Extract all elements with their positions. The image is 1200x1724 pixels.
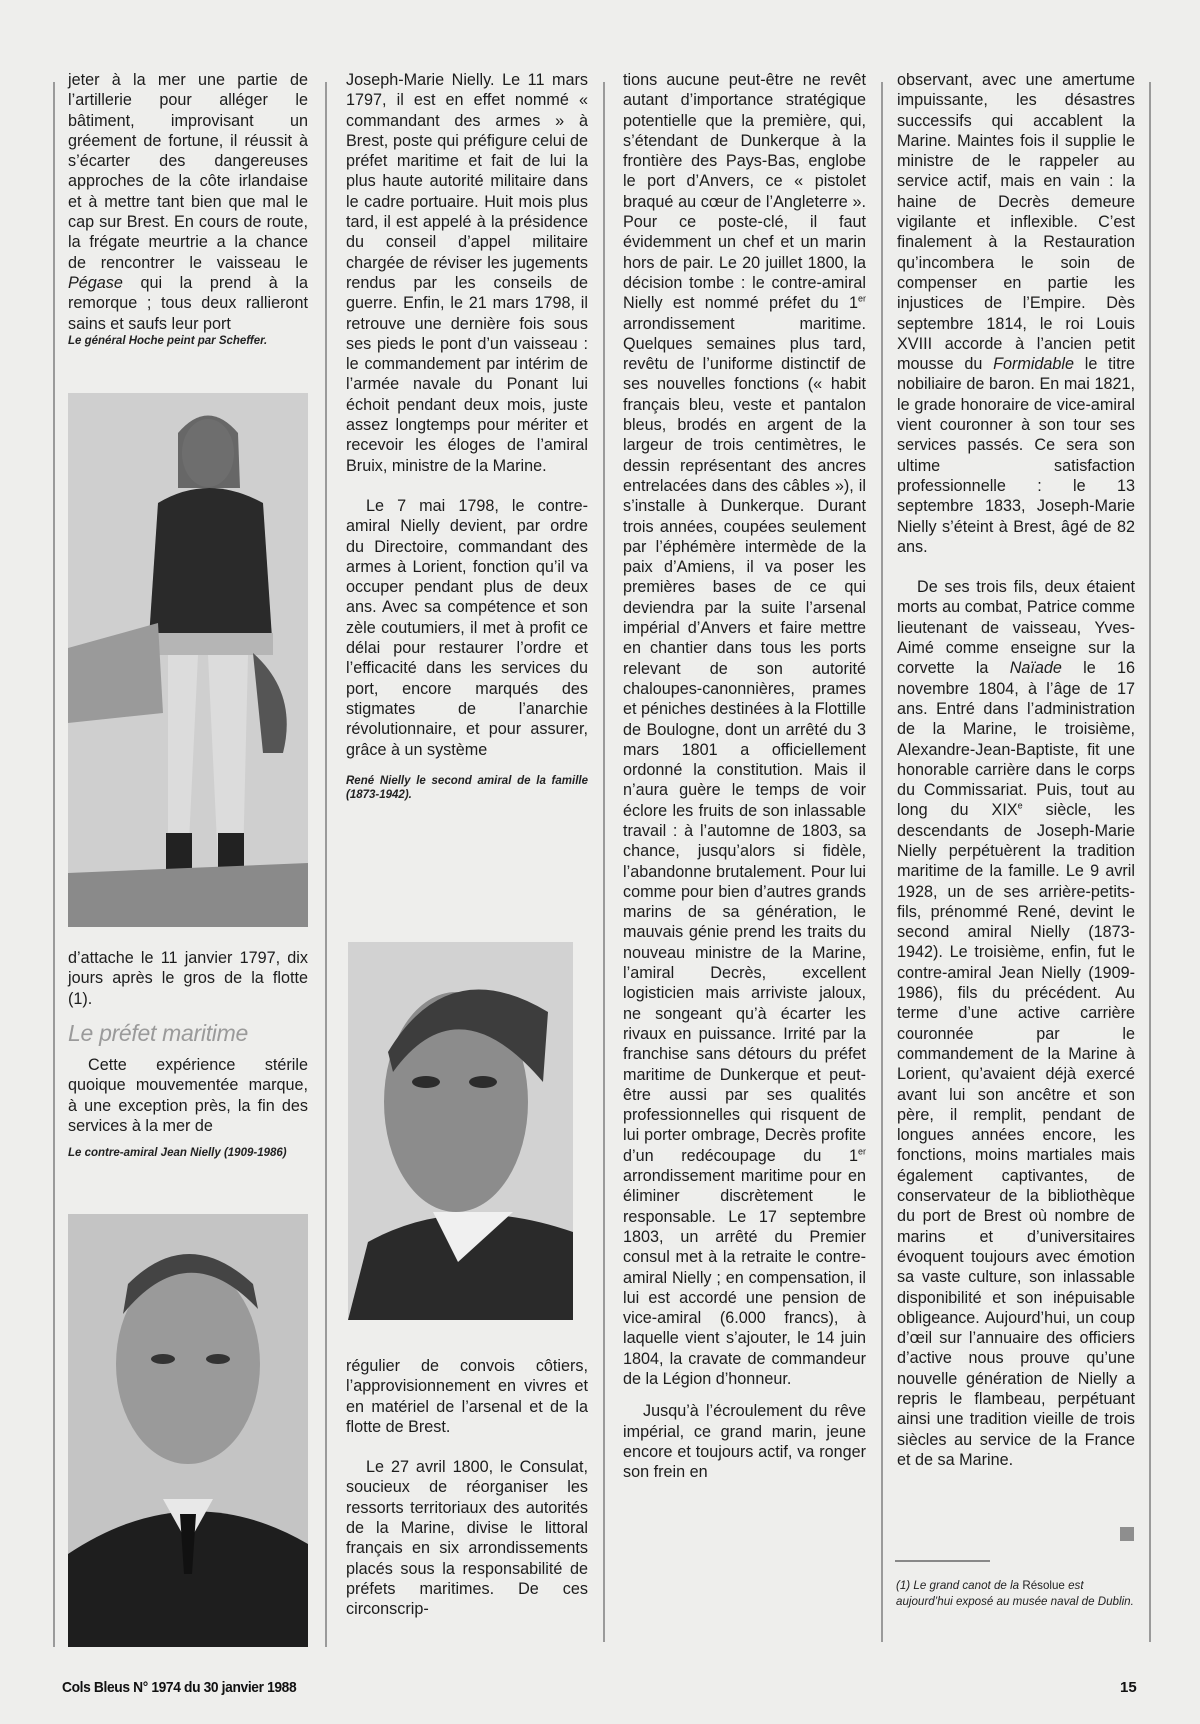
image-caption-jean-nielly: Le contre-amiral Jean Nielly (1909-1986): [68, 1147, 287, 1160]
jean-nielly-portrait-image: [68, 1214, 308, 1647]
body-paragraph: d’attache le 11 janvier 1797, dix jours après le gros de la flotte (1).: [68, 949, 308, 1008]
body-paragraph: observant, avec une amertume impuissante, les désastres successifs qui accablent la Marine. Maintes fois il supplie le ministre de le rappeler au service actif, mais en vain : la haine de Decrès demeure vigilante et inflexible. C’est finalement à la Restauration qu’incombera le soin de compenser en partie les injustices de l’Empire. Dès septembre 1814, le roi Louis XVIII accorde à l’ancien petit mousse du Formidable le titre nobiliaire de baron. En mai 1821, le grade honoraire de vice-amiral vient couronner à son tour ses services passés. Ce sera son ultime satisfaction professionnelle : le 13 septembre 1833, Joseph-Marie Nielly s’éteint à Brest, âgé de 82 ans.: [897, 71, 1135, 556]
column-2-continued: [346, 1356, 588, 1620]
body-paragraph: De ses trois fils, deux étaient morts au combat, Patrice comme lieutenant de vaisseau, Yves-Aimé comme enseigne sur la corvette la Naïade le 16 novembre 1804, à l’âge de 17 ans. Entré dans l’administration de la Marine, le troisième, Alexandre-Jean-Baptiste, fit une honorable carrière dans le corps du Commissariat. Puis, tout au long du XIXe siècle, les descendants de Joseph-Marie Nielly perpétuèrent la tradition maritime de la famille. Le 9 avril 1928, un de ses arrière-petits-fils, prénommé René, devint le second amiral Nielly (1873-1942). Le troisième, enfin, fut le contre-amiral Jean Nielly (1909-1986), fils du précédent. Au terme d’une active carrière couronnée par le commandement de la Marine à Lorient, qu’avaient déjà exercé avant lui son ancêtre et son père, il remplit, pendant de longues années encore, les fonctions, moins martiales mais également captivantes, de conservateur de la bibliothèque du port de Brest où nombre de marins et d’universitaires évoquent toujours avec émotion sa vaste culture, son inlassable disponibilité et son inépuisable obligeance. Aujourd’hui, un coup d’œil sur l’annuaire des officiers d’active nous prouve qu’une nouvelle génération de Nielly a repris le flambeau, perpétuant ainsi une tradition vieille de trois siècles au service de la France et de sa Marine.: [897, 578, 1136, 1469]
footnote-divider: [895, 1560, 990, 1562]
footnote: (1) Le grand canot de la Résolue est aujourd’hui exposé au musée naval de Dublin.: [896, 1579, 1134, 1608]
column-1-continued: [68, 948, 308, 1160]
column-2: [346, 70, 588, 802]
column-3: [623, 70, 866, 1482]
body-paragraph: régulier de convois côtiers, l’approvisionnement en vivres et en matériel de l’arsenal et de la flotte de Brest.: [346, 1357, 588, 1436]
column-divider: [603, 82, 605, 1642]
column-1: [68, 70, 308, 348]
body-paragraph: Jusqu’à l’écroulement du rêve impérial, ce grand marin, jeune encore et toujours actif, va ronger son frein en: [623, 1402, 866, 1482]
body-paragraph: Le 27 avril 1800, le Consulat, soucieux de réorganiser les ressorts territoriaux des autorités de la Marine, divise le littoral français en six arrondissements placés sous la responsabilité de préfets maritimes. De ces circonscrip-: [346, 1458, 588, 1619]
image-caption-hoche: Le général Hoche peint par Scheffer.: [68, 334, 268, 347]
column-divider: [881, 82, 883, 1642]
column-divider: [53, 82, 55, 1647]
publication-footer: Cols Bleus N° 1974 du 30 janvier 1988: [62, 1679, 297, 1696]
hoche-portrait-image: [68, 393, 308, 927]
article-end-mark: [1120, 1527, 1134, 1541]
body-paragraph: tions aucune peut-être ne revêt autant d’importance stratégique potentielle que la première, qui, s’étendant de Dunkerque à la frontière des Pays-Bas, englobe le port d’Anvers, ce « pistolet braqué au cœur de l’Angleterre ». Pour ce poste-clé, il faut évidemment un chef et un marin hors de pair. Le 20 juillet 1800, la décision tombe : le contre-amiral Nielly est nommé préfet du 1er arrondissement maritime. Quelques semaines plus tard, revêtu de l’uniforme distinctif de ses nouvelles fonctions (« habit français bleu, veste et pantalon bleus, brodés en argent de la largeur de trois centimètres, le dessin représentant des ancres entrelacées dans des câbles »), il s’installe à Dunkerque. Durant trois années, coupées seulement par l’éphémère intermède de la paix d’Amiens, il va poser les premières bases de ce qui deviendra par la suite l’arsenal impérial d’Anvers et faire mettre en chantier dans tous les ports relevant de son autorité chaloupes-canonnières, prames et péniches destinées à la Flottille de Boulogne, dont un arrêté du 3 mars 1801 a officiellement ordonné la constitution. Mais il n’aura guère le temps de voir éclore les fruits de son inlassable travail : à l’automne de 1803, sa chance, jusqu’alors si fidèle, l’abandonne brutalement. Pour lui comme pour bien d’autres grands marins de sa génération, le mauvais génie prend les traits du nouveau ministre de la Marine, l’amiral Decrès, excellent logisticien mais arriviste jaloux, ne songeant qu’à écarter les rivaux en puissance. Irrité par la franchise sans détours du préfet maritime de Dunkerque et peut-être aussi par ses qualités professionnelles qui risquent de lui porter ombrage, Decrès profite d’un redécoupage du 1er arrondissement maritime pour en éliminer discrètement le responsable. Le 17 septembre 1803, un arrêté du Premier consul met à la retraite le contre-amiral Nielly ; en compensation, il lui est accordé une pension de vice-amiral (6.000 francs), à laquelle vient s’ajouter, le 14 juin 1804, la cravate de commandeur de la Légion d’honneur.: [623, 71, 866, 1388]
page-number: 15: [1120, 1679, 1137, 1696]
rene-nielly-portrait-image: [348, 942, 573, 1320]
image-caption-rene-nielly: René Nielly le second amiral de la famille (1873-1942).: [346, 774, 588, 801]
body-paragraph: Joseph-Marie Nielly. Le 11 mars 1797, il est en effet nommé « commandant des armes » à Brest, poste qui préfigure celui de préfet maritime et fait de lui la plus haute autorité militaire dans le cadre portuaire. Huit mois plus tard, il est appelé à la présidence du conseil d’appel militaire chargée de réviser les jugements rendus par les conseils de guerre. Enfin, le 21 mars 1798, il retrouve une dernière fois sous ses pieds le pont d’un vaisseau : le commandement par intérim de l’armée navale du Ponant lui échoit pendant deux mois, juste assez longtemps pour mériter et recevoir les éloges de l’amiral Bruix, ministre de la Marine.: [346, 71, 588, 475]
column-divider: [1149, 82, 1151, 1642]
body-paragraph: Cette expérience stérile quoique mouvementée marque, à une exception près, la fin des services à la mer de: [68, 1056, 308, 1136]
column-4: [897, 70, 1135, 1470]
body-paragraph: jeter à la mer une partie de l’artillerie pour alléger le bâtiment, improvisant un gréement de fortune, il réussit à s’écarter des dangereuses approches de la côte irlandaise et à mettre tant bien que mal le cap sur Brest. En cours de route, la frégate meurtrie a la chance de rencontrer le vaisseau le Pégase qui la prend à la remorque ; tous deux rallieront sains et saufs leur port: [68, 71, 308, 333]
section-heading: Le préfet maritime: [68, 1019, 248, 1046]
column-divider: [325, 82, 327, 1647]
body-paragraph: Le 7 mai 1798, le contre-amiral Nielly devient, par ordre du Directoire, commandant des armes à Lorient, fonction qu’il va occuper pendant plus de deux ans. Avec sa compétence et son zèle coutumiers, il met à profit ce délai pour restaurer l’ordre et l’efficacité dans les services du port, encore marqués des stigmates de l’anarchie révolutionnaire, et pour assurer, grâce à un système: [346, 496, 588, 759]
